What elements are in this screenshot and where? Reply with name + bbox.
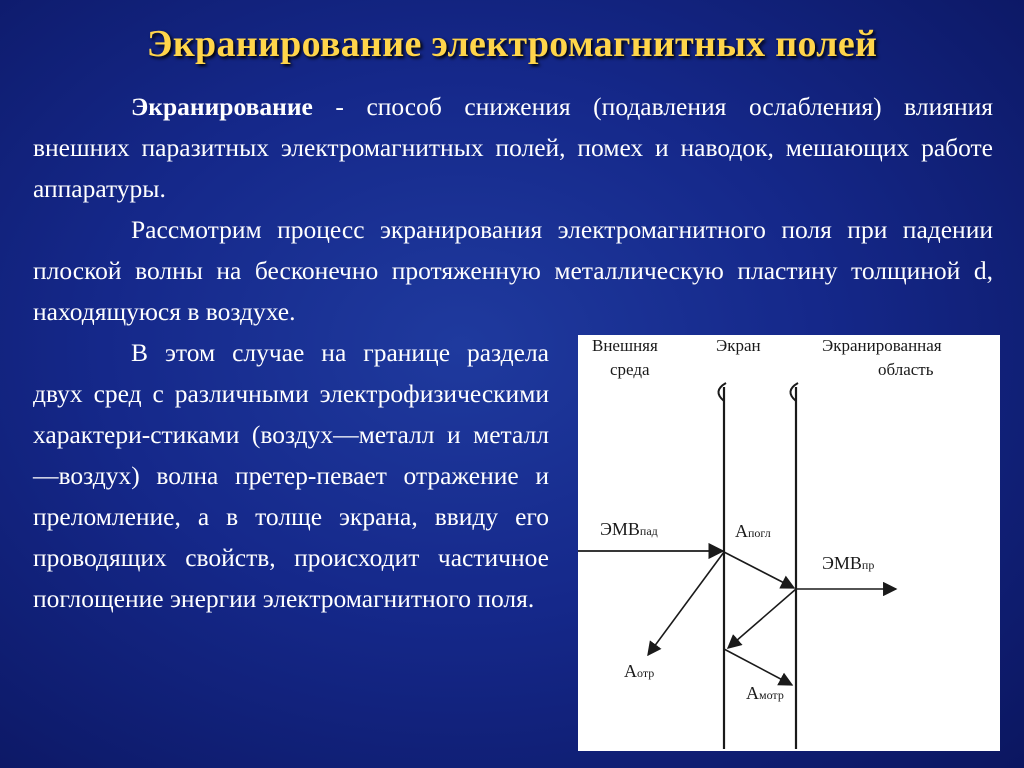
term-shielding: Экранирование xyxy=(131,92,313,121)
shielding-diagram xyxy=(578,335,1000,751)
slide-title: Экранирование электромагнитных полей xyxy=(146,23,878,65)
refracted-wave-arrow xyxy=(724,552,794,588)
paragraph-definition xyxy=(33,86,993,209)
paragraph-process: Рассмотрим процесс экранирования электромагнитного поля при падении плоской волны на бесконечно протяженную металлическую пластину толщиной d, находящуюся в воздухе. xyxy=(33,215,993,326)
label-reflected: Аотр xyxy=(624,661,655,681)
header-outer-medium-1: Внешняя xyxy=(592,336,658,355)
reflected-wave-arrow xyxy=(648,552,724,655)
multiple-reflection-arrow xyxy=(724,649,792,685)
paragraph-boundary: В этом случае на границе раздела двух сред с различными электрофизическими характери-стиками (воздух—металл и металл—воздух) волна претер-певает отражение и преломление, а в толще экрана, ввиду его проводящих свойств, происходит частичное поглощение энергии электромагнитного поля. xyxy=(33,338,549,613)
label-absorbed: Апогл xyxy=(735,521,771,541)
header-outer-medium-2: среда xyxy=(610,360,650,379)
header-shielded-area-1: Экранированная xyxy=(822,336,942,355)
header-screen: Экран xyxy=(716,336,761,355)
header-shielded-area-2: область xyxy=(878,360,934,379)
label-transmitted: ЭМВпр xyxy=(822,553,875,573)
internal-reflection-arrow xyxy=(728,589,796,648)
label-incident: ЭМВпад xyxy=(600,519,658,539)
label-multiple-reflected: Амотр xyxy=(746,683,784,703)
definition-text: - способ снижения (подавления ослабления) влияния внешних паразитных электромагнитных полей, помех и наводок, мешающих работе аппаратуры. xyxy=(33,92,993,203)
